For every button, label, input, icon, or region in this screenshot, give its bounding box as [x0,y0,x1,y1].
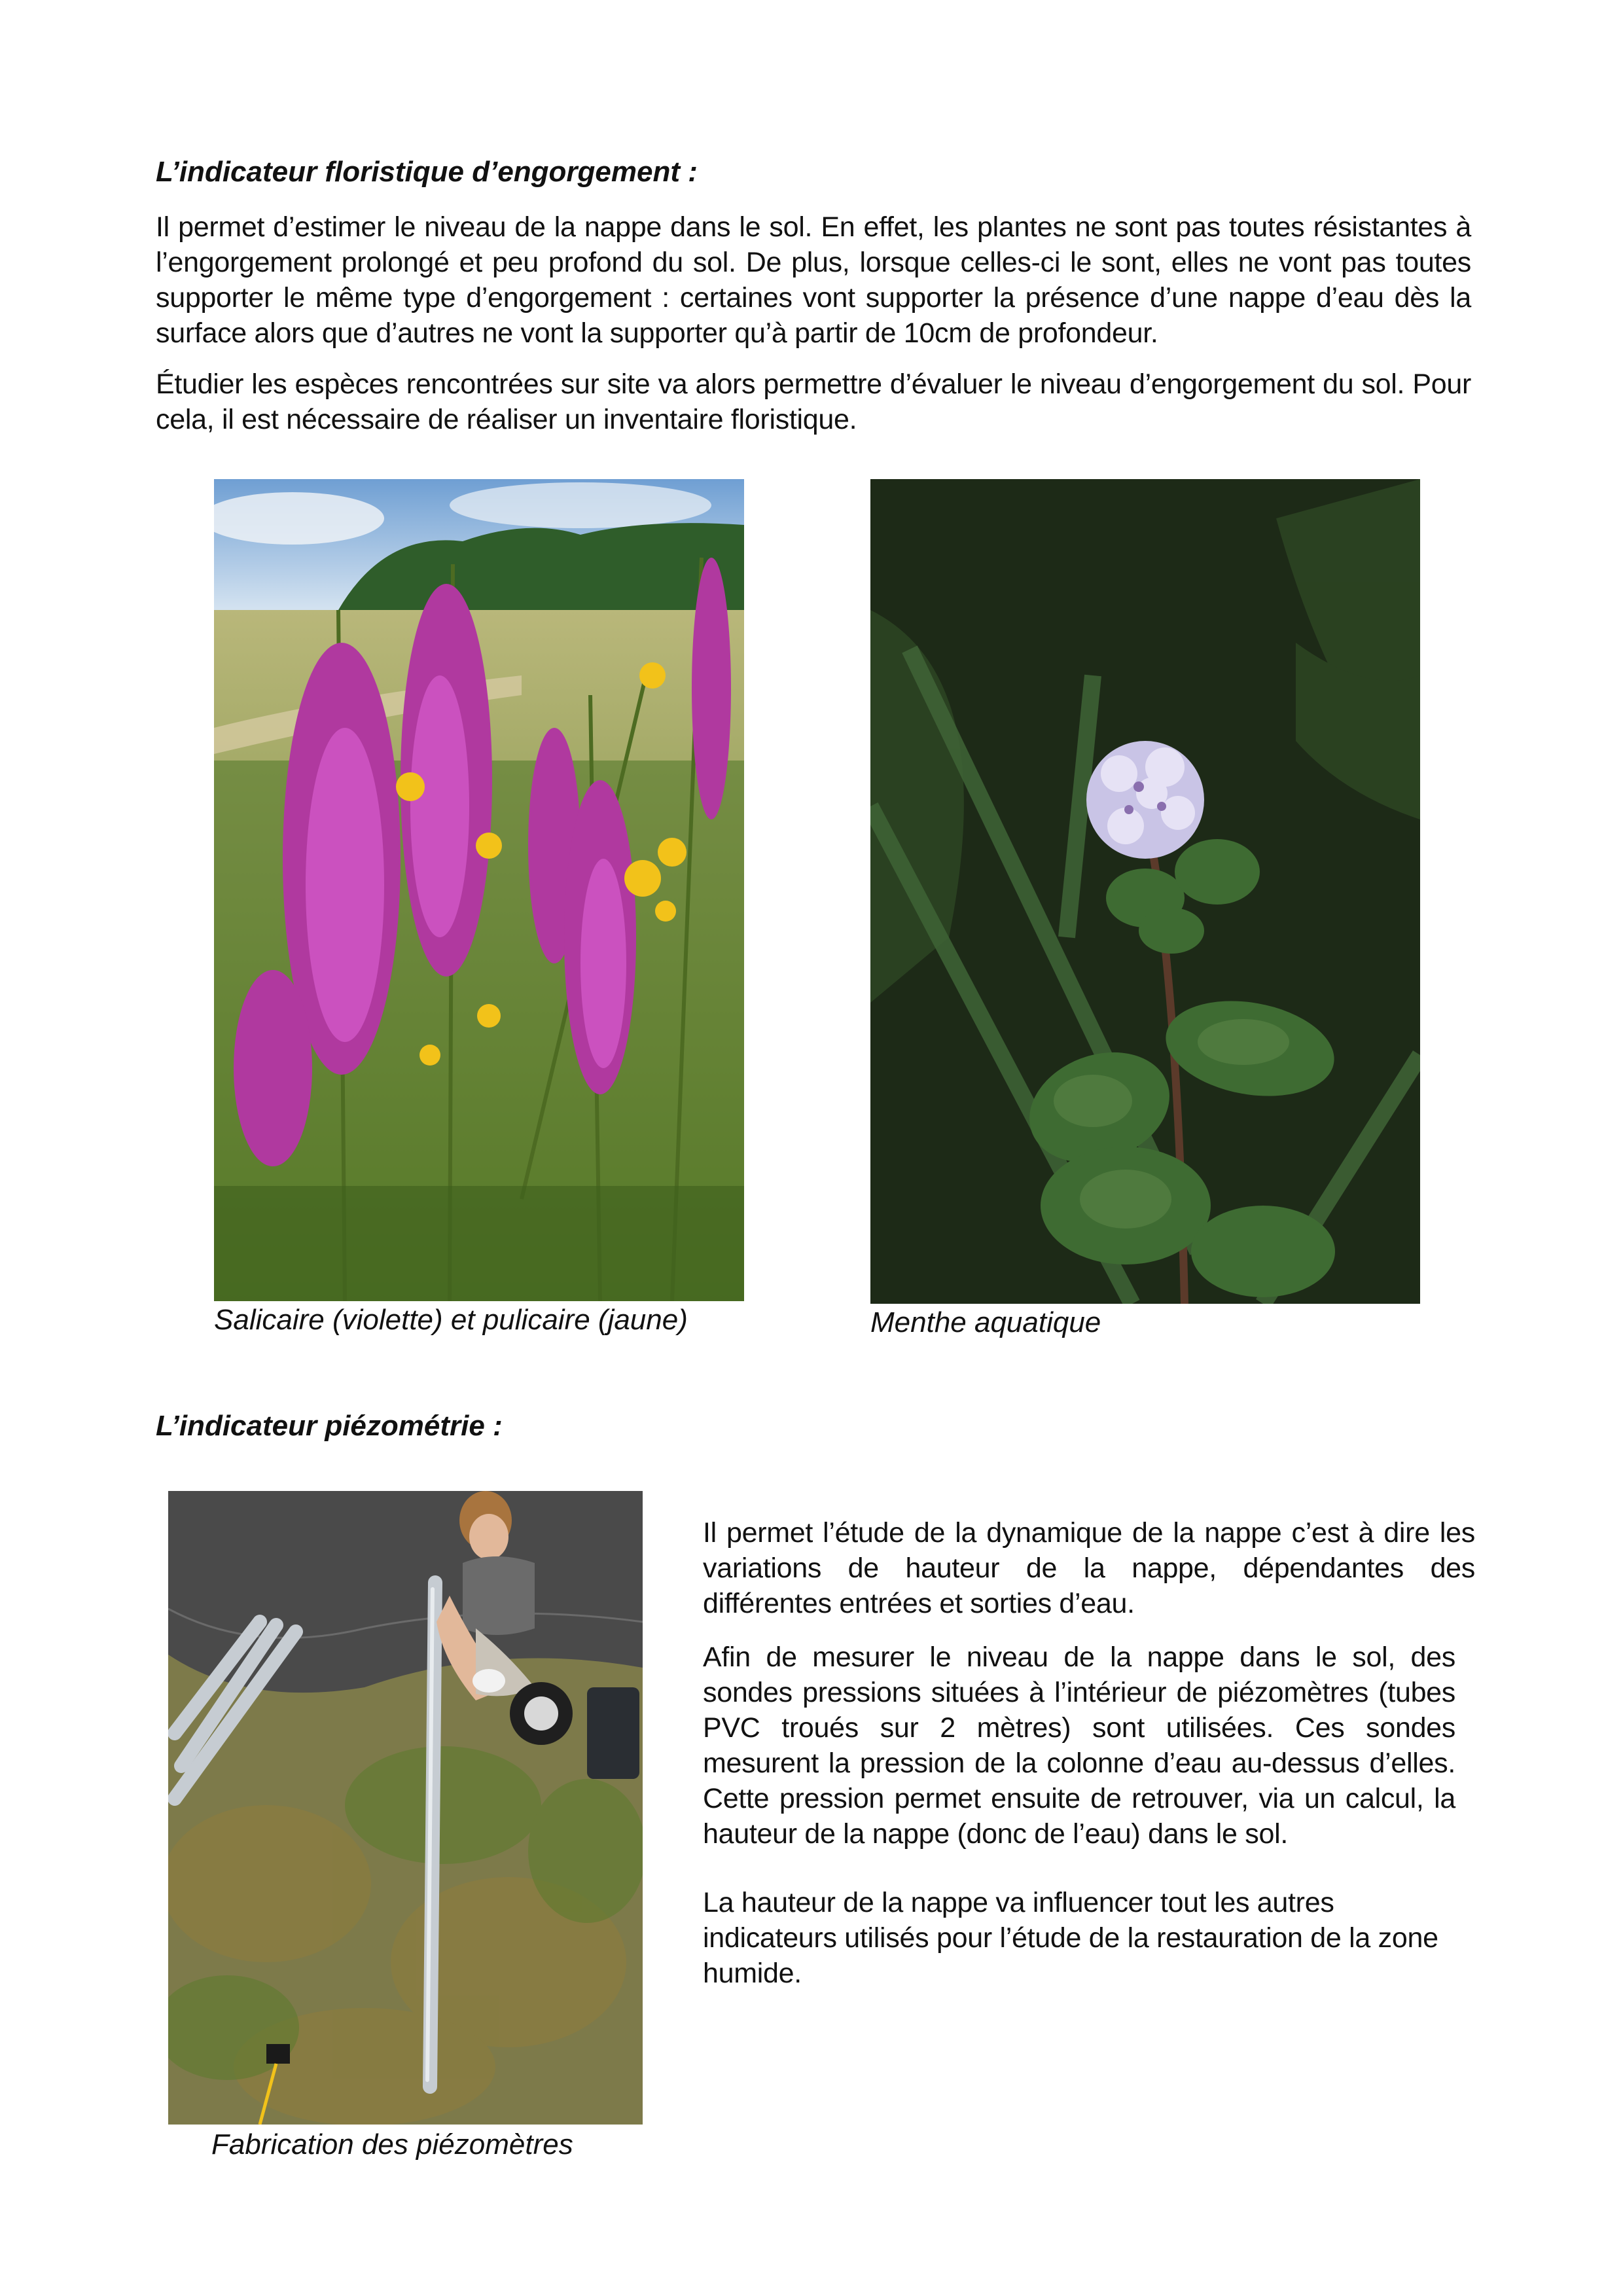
caption-salicaire: Salicaire (violette) et pulicaire (jaune) [214,1304,688,1336]
section-title-piezometrie: L’indicateur piézométrie : [156,1410,503,1442]
section-title-floristique: L’indicateur floristique d’engorgement : [156,156,698,188]
paragraph-floristique-1: Il permet d’estimer le niveau de la nappe dans le sol. En effet, les plantes ne sont pas toutes résistantes à l’engorgement prolongé et peu profond du sol. De plus, lorsque celles-ci le sont, elles ne vont pas toutes supporter le même type d’engorgement : certaines vont supporter la présence d’une nappe d’eau dès la surface alors que d’autres ne vont la supporter qu’à partir de 10cm de profondeur. [156,211,1471,349]
photo-salicaire-pulicaire [214,479,744,1301]
paragraph-floristique-2: Étudier les espèces rencontrées sur site va alors permettre d’évaluer le niveau d’engorgement du sol. Pour cela, il est nécessaire de réaliser un inventaire floristique. [156,368,1471,435]
paragraph-piezometrie-1: Il permet l’étude de la dynamique de la nappe c’est à dire les variations de hauteur de la nappe, dépendantes des différentes entrées et sorties d’eau. [703,1517,1475,1619]
caption-menthe: Menthe aquatique [870,1306,1101,1338]
paragraph-piezometrie-3: La hauteur de la nappe va influencer tout les autres indicateurs utilisés pour l’étude de la restauration de la zone humide. [703,1887,1438,1989]
caption-piezometres: Fabrication des piézomètres [211,2128,573,2161]
photo-menthe-aquatique [870,479,1420,1304]
paragraph-piezometrie-2: Afin de mesurer le niveau de la nappe dans le sol, des sondes pressions situées à l’intérieur de piézomètres (tubes PVC troués sur 2 mètres) sont utilisées. Ces sondes mesurent la pression de la colonne d’eau au-dessus d’elles. Cette pression permet ensuite de retrouver, via un calcul, la hauteur de la nappe (donc de l’eau) dans le sol. [703,1641,1455,1850]
photo-fabrication-piezometres [168,1491,643,2125]
